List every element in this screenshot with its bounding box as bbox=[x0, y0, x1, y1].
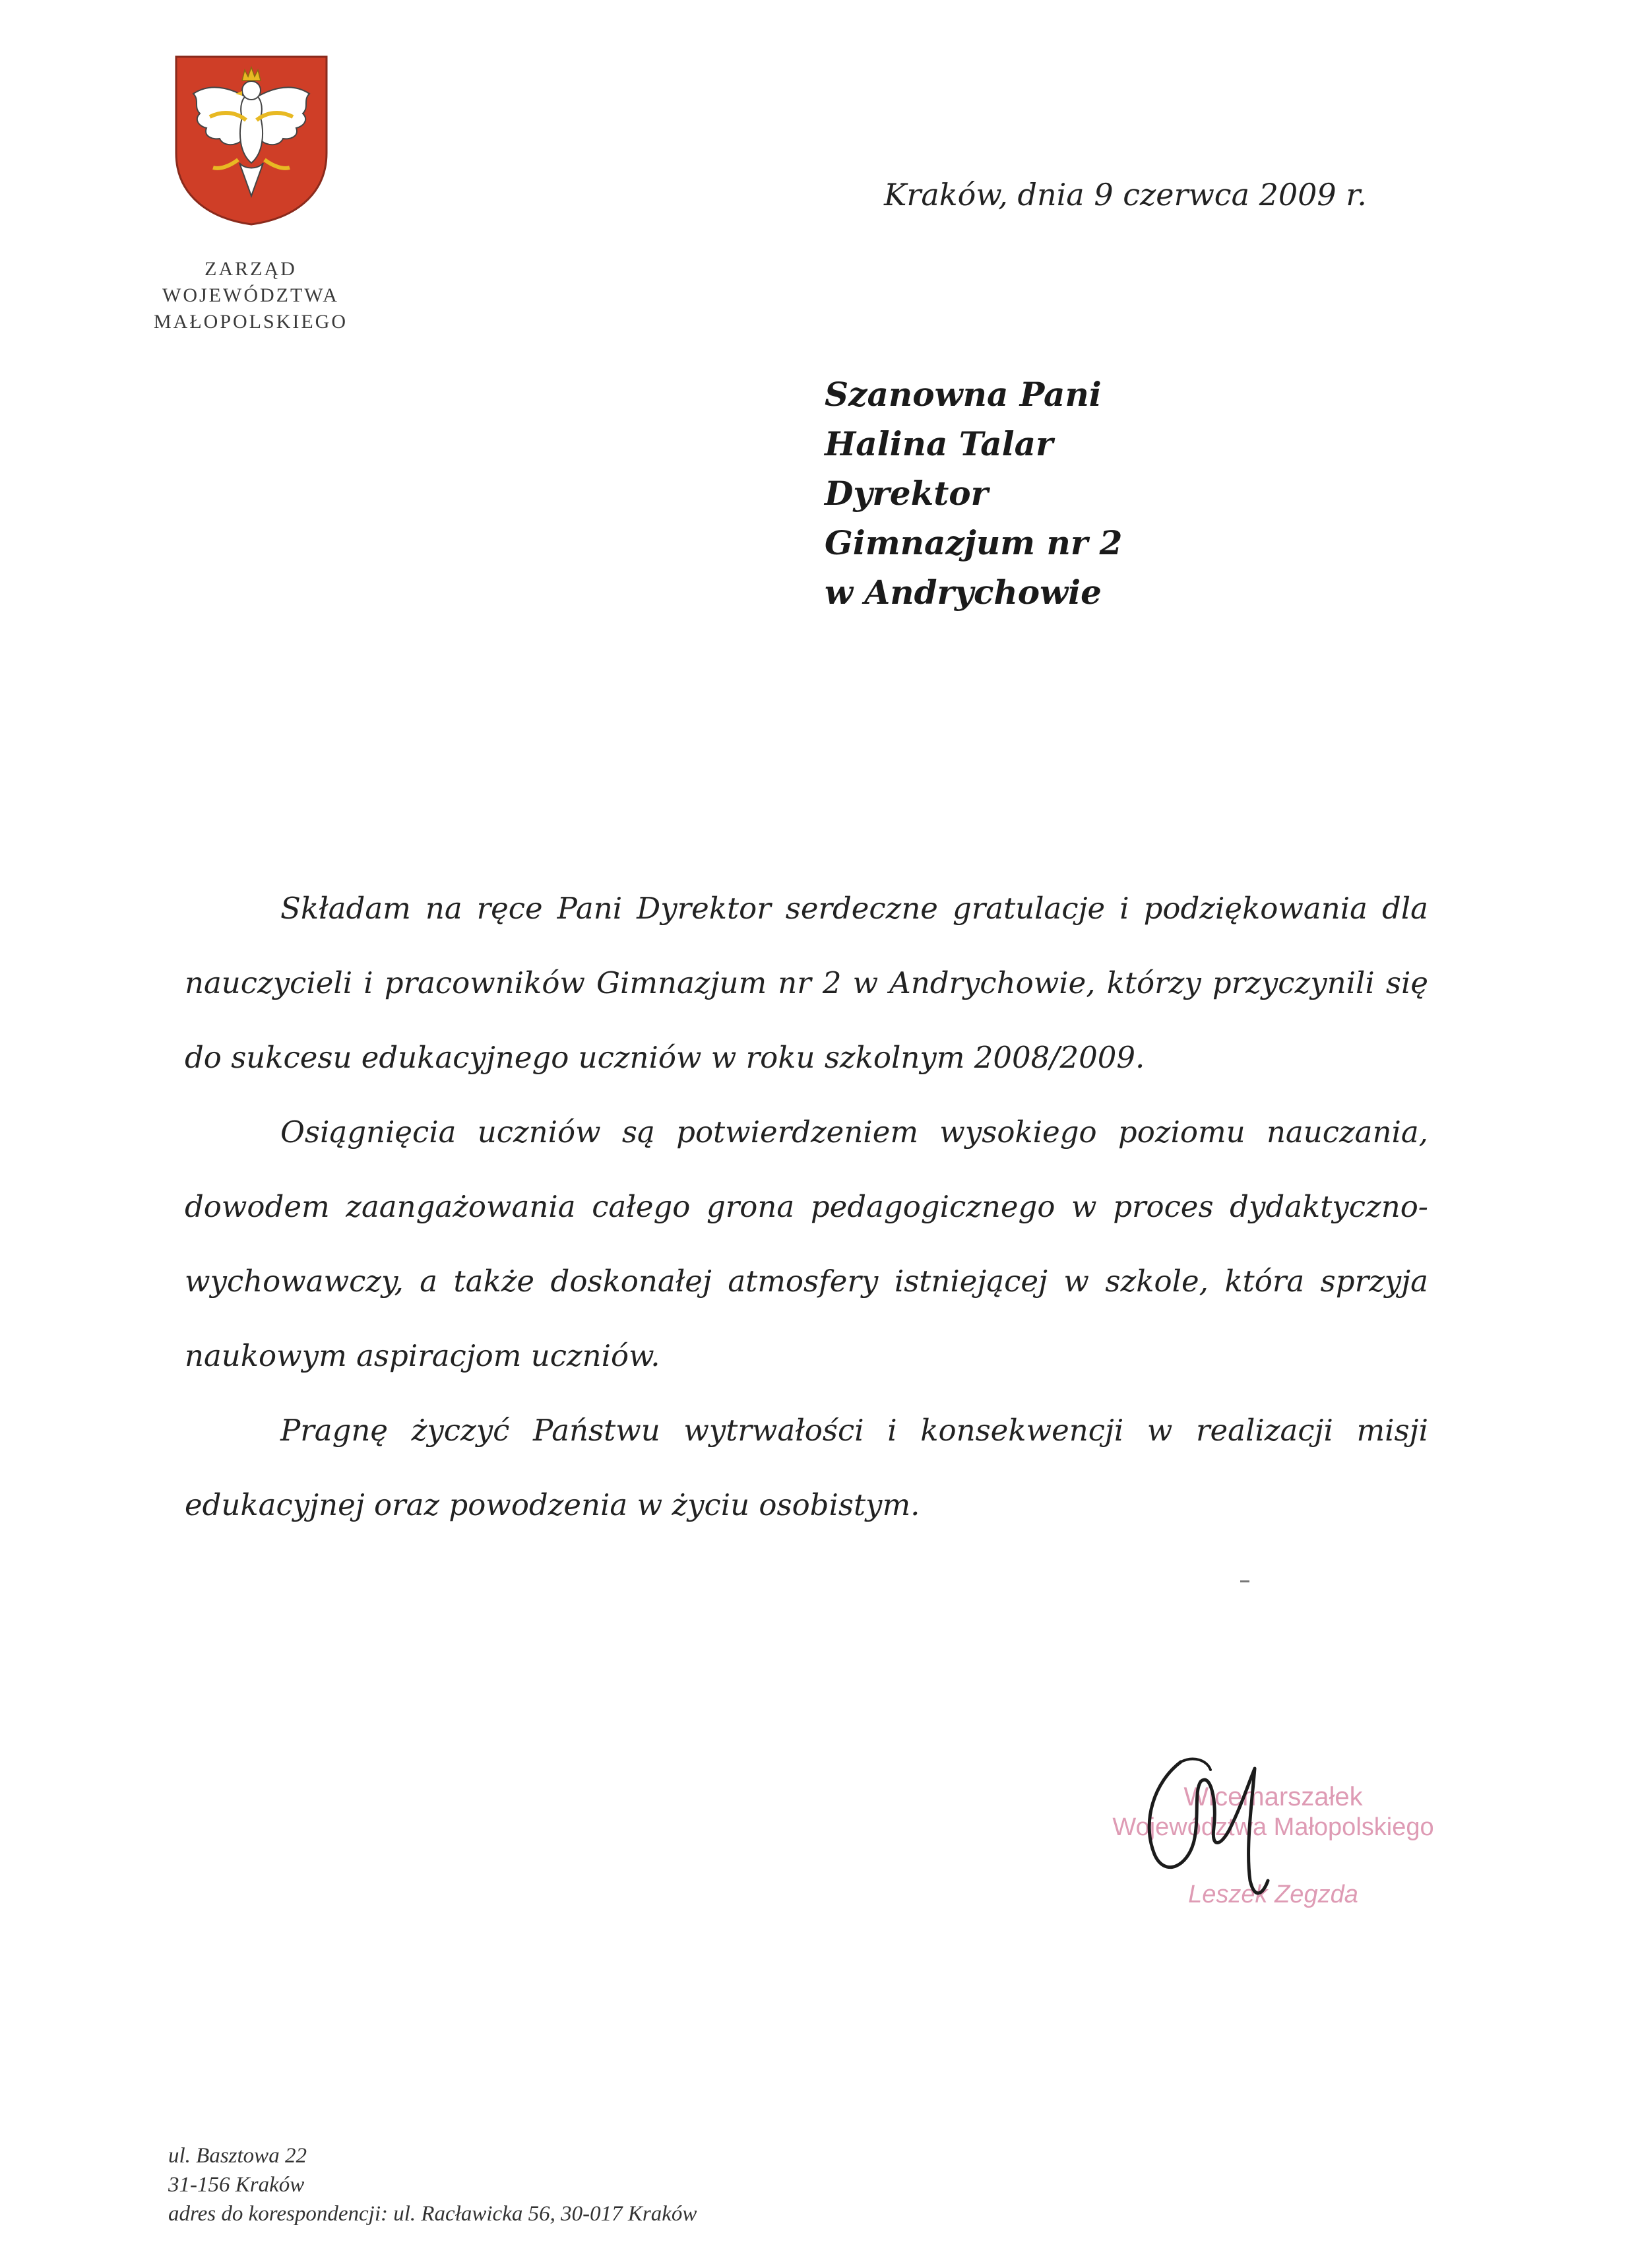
org-name-line3: MAŁOPOLSKIEGO bbox=[154, 311, 348, 333]
stamp-name: Leszek Zegzda bbox=[1188, 1881, 1358, 1908]
stamp-title: Wicemarszałek bbox=[1183, 1782, 1363, 1811]
stray-mark bbox=[1240, 1580, 1249, 1582]
recipient-town: w Andrychowie bbox=[825, 573, 1102, 612]
recipient-block bbox=[825, 370, 1122, 617]
body-paragraph-2: Osiągnięcia uczniów są potwierdzeniem wysokiego poziomu nauczania, dowodem zaangażowania całego grona pedagogicznego w proces dydaktyczno-wychowawczy, a także doskonałej atmosfery istniejącej w szkole, która sprzyja naukowym aspiracjom uczniów. bbox=[185, 1115, 1428, 1373]
recipient-school: Gimnazjum nr 2 bbox=[825, 523, 1123, 562]
recipient-salutation: Szanowna Pani bbox=[825, 375, 1102, 414]
letter-body bbox=[185, 871, 1428, 1542]
organization-name bbox=[125, 256, 376, 335]
stamp-office: Województwa Małopolskiego bbox=[1112, 1813, 1434, 1841]
signature-area bbox=[1082, 1729, 1451, 1933]
letter-date: Kraków, dnia 9 czerwca 2009 r. bbox=[884, 177, 1367, 212]
org-name-line1: ZARZĄD bbox=[204, 258, 297, 280]
footer-postcode: 31-156 Kraków bbox=[168, 2173, 305, 2197]
footer-street: ul. Basztowa 22 bbox=[168, 2144, 307, 2168]
handwritten-signature-icon bbox=[1082, 1729, 1451, 1933]
recipient-name: Halina Talar bbox=[825, 424, 1054, 463]
eagle-coat-of-arms-icon bbox=[173, 54, 329, 227]
body-paragraph-3: Pragnę życzyć Państwu wytrwałości i konsekwencji w realizacji misji edukacyjnej oraz powodzenia w życiu osobistym. bbox=[185, 1413, 1428, 1522]
footer-address bbox=[168, 2141, 697, 2228]
org-name-line2: WOJEWÓDZTWA bbox=[162, 284, 339, 306]
recipient-title: Dyrektor bbox=[825, 474, 988, 513]
footer-correspondence: adres do korespondencji: ul. Racławicka 56, 30-017 Kraków bbox=[168, 2202, 697, 2226]
body-paragraph-1: Składam na ręce Pani Dyrektor serdeczne gratulacje i podziękowania dla nauczycieli i pracowników Gimnazjum nr 2 w Andrychowie, którzy przyczynili się do sukcesu edukacyjnego uczniów w roku szkolnym 2008/2009. bbox=[185, 891, 1428, 1075]
